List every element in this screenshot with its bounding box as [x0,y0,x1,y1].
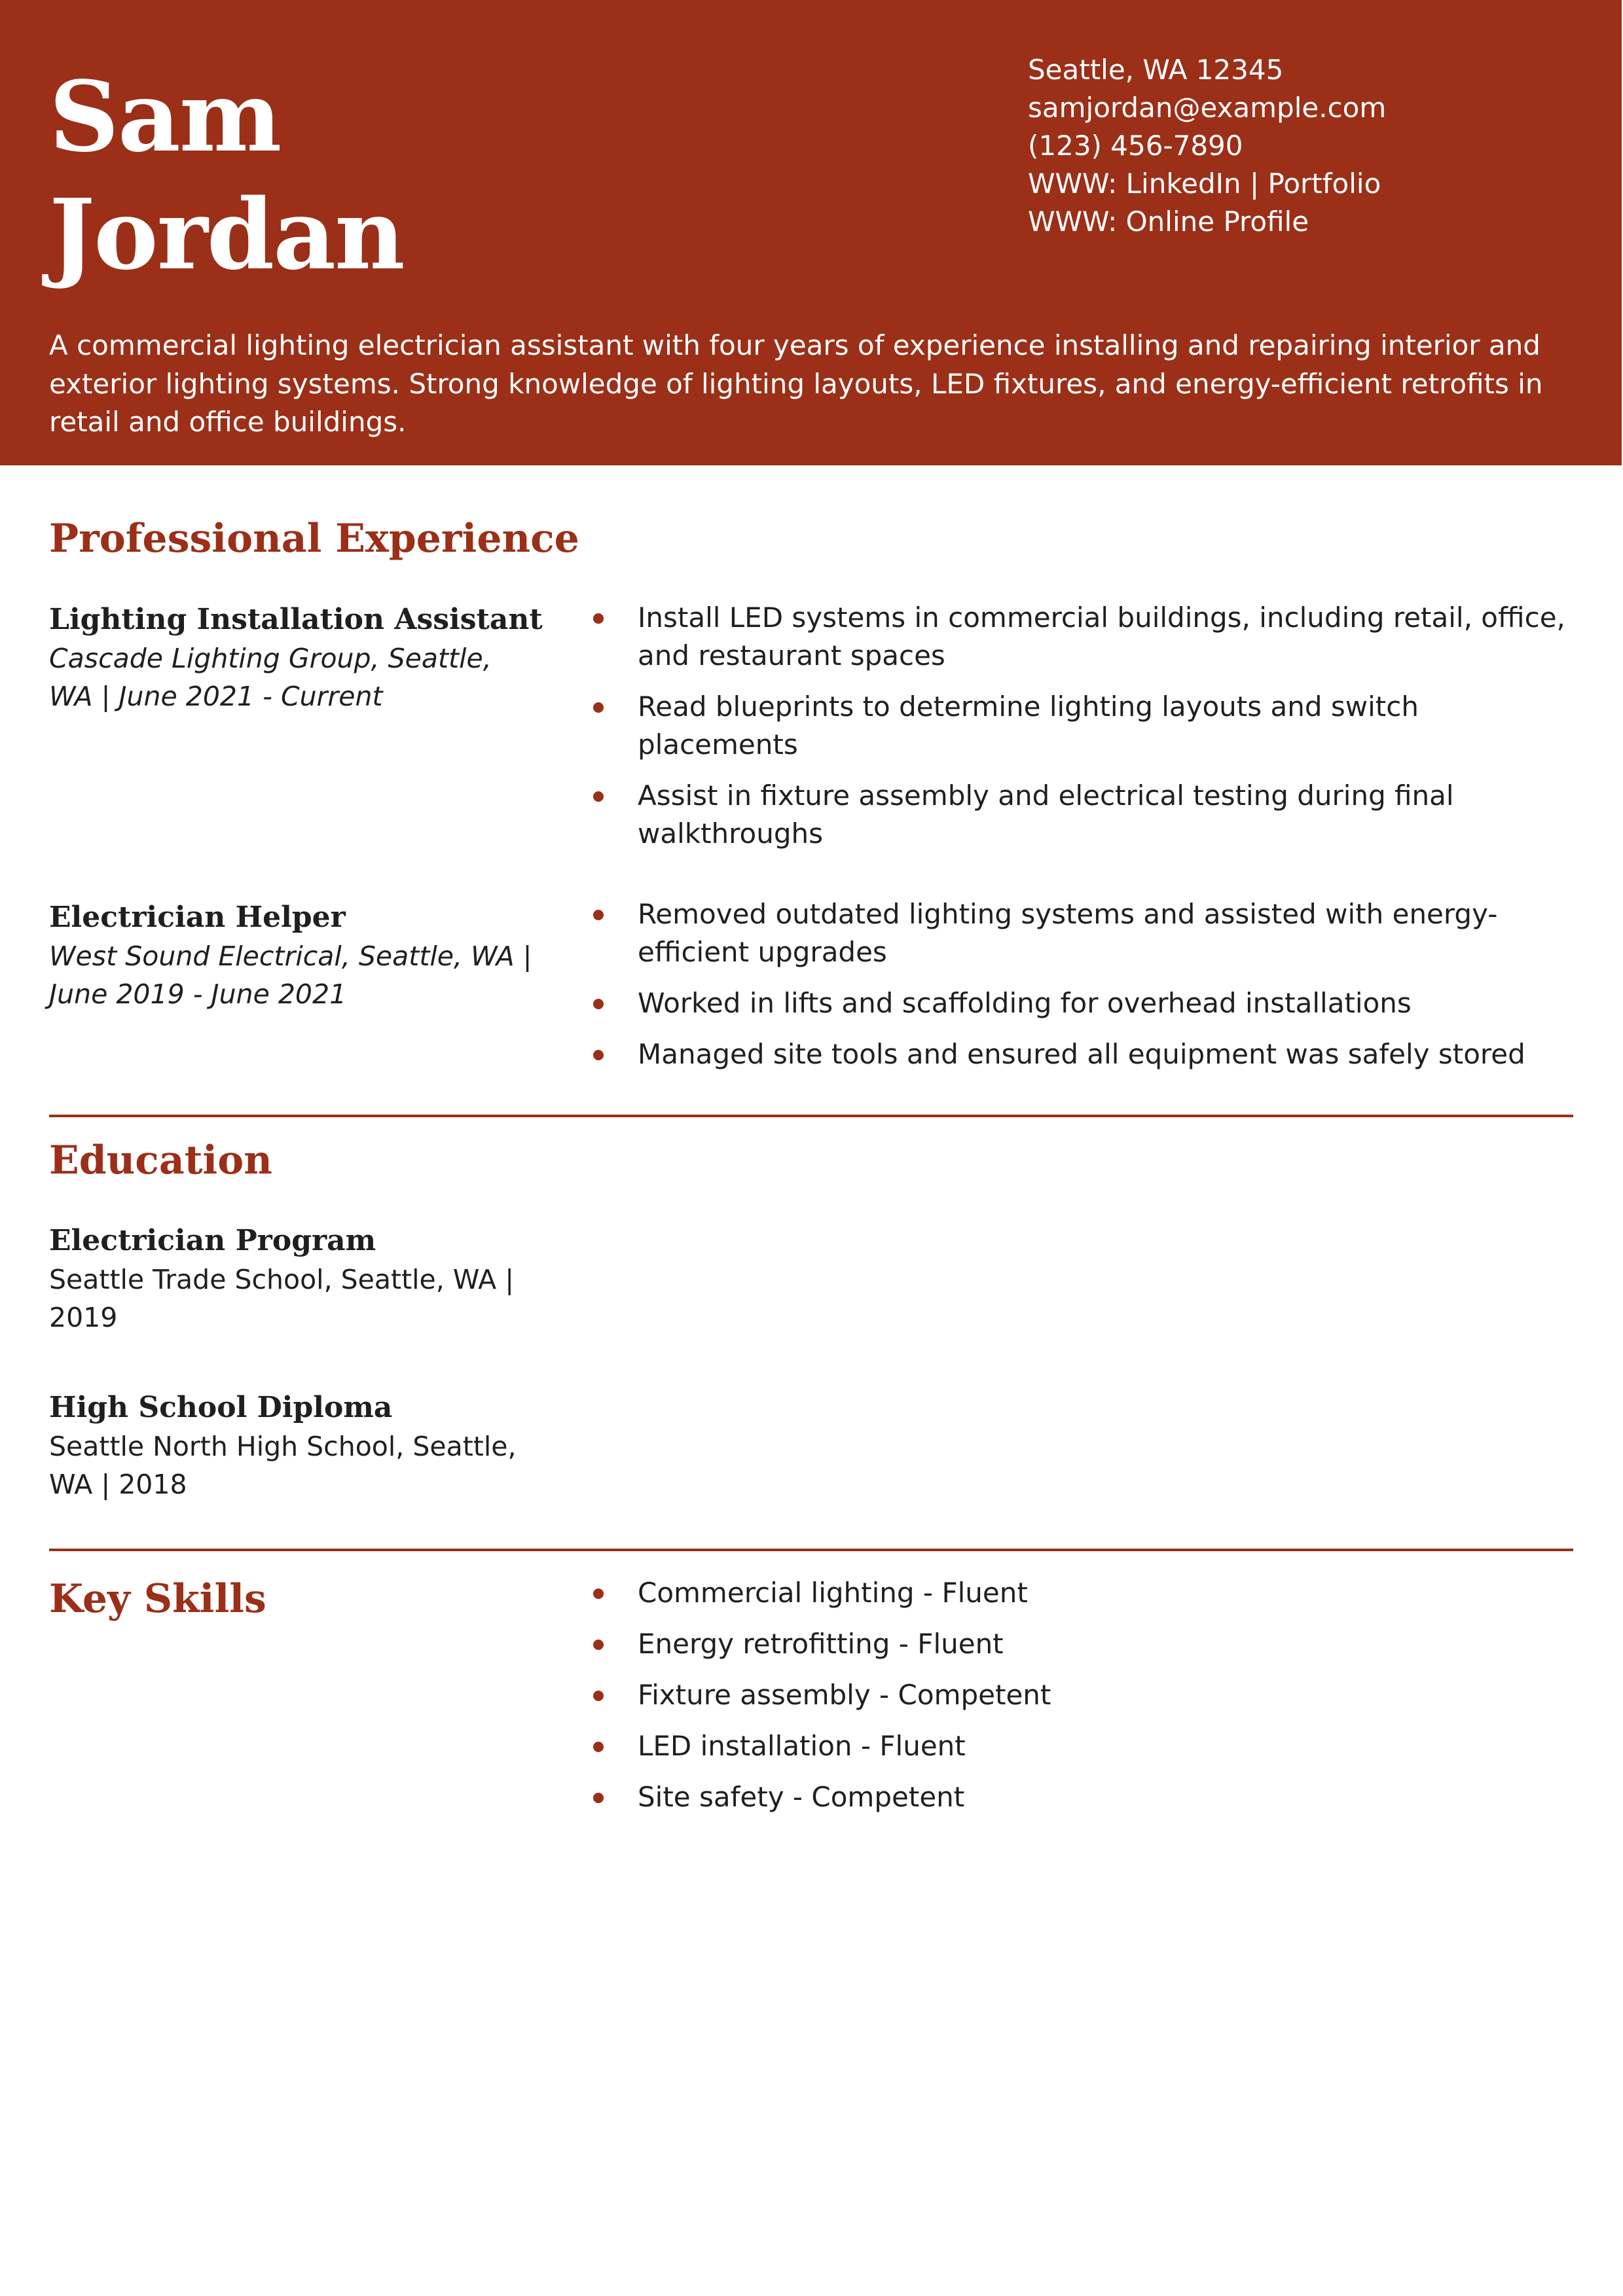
list-item: Commercial lighting - Fluent [589,1574,1578,1612]
list-item: Site safety - Competent [589,1778,1578,1816]
job-entry [49,898,547,1013]
skills-heading: Key Skills [49,1576,266,1622]
bullet-dot-icon [593,1640,604,1650]
contact-email: samjordan@example.com [1028,92,1387,124]
job-meta: West Sound Electrical, Seattle, WA | June 2019 - June 2021 [49,941,532,1010]
job-bullets [589,895,1578,1086]
contact-links: WWW: LinkedIn | Portfolio [1028,168,1381,200]
contact-online-profile: WWW: Online Profile [1028,206,1309,238]
first-name: Sam [49,60,281,173]
education-heading: Education [49,1138,272,1183]
school-meta: Seattle Trade School, Seattle, WA | 2019 [49,1264,515,1333]
bullet-dot-icon [593,613,604,624]
job-title: Lighting Installation Assistant [49,603,543,636]
job-entry [49,600,547,715]
bullet-dot-icon [593,999,604,1009]
professional-summary: A commercial lighting electrician assistant with four years of experience installing and repairing interior and exterior lighting systems. Strong knowledge of lighting layouts, LED fixtures, and energy-efficient retrofits in retail and office buildings. [49,329,1543,438]
degree-title: High School Diploma [49,1391,393,1424]
list-item: Managed site tools and ensured all equipment was safely stored [589,1035,1578,1073]
contact-list [1028,51,1386,241]
list-item: Assist in fixture assembly and electrical testing during final walkthroughs [589,777,1578,853]
education-entry [49,1388,547,1503]
skills-list [589,1574,1578,1829]
bullet-dot-icon [593,1793,604,1803]
last-name: Jordan [49,177,404,291]
job-title: Electrician Helper [49,901,346,934]
bullet-dot-icon [593,1588,604,1599]
resume-header [0,0,1622,465]
job-bullets [589,599,1578,866]
bullet-dot-icon [593,791,604,802]
contact-address: Seattle, WA 12345 [1028,54,1284,86]
section-divider [49,1549,1573,1551]
experience-heading: Professional Experience [49,516,579,562]
contact-phone: (123) 456-7890 [1028,130,1243,162]
education-entry [49,1221,547,1336]
bullet-dot-icon [593,1050,604,1060]
list-item: Removed outdated lighting systems and assisted with energy-efficient upgrades [589,895,1578,971]
bullet-dot-icon [593,1742,604,1752]
school-meta: Seattle North High School, Seattle, WA | 2018 [49,1431,517,1500]
list-item: Fixture assembly - Competent [589,1676,1578,1714]
job-meta: Cascade Lighting Group, Seattle, WA | June 2021 - Current [49,643,492,712]
list-item: LED installation - Fluent [589,1727,1578,1765]
bullet-dot-icon [593,910,604,920]
list-item: Worked in lifts and scaffolding for overhead installations [589,984,1578,1022]
section-divider [49,1115,1573,1117]
bullet-dot-icon [593,702,604,713]
list-item: Read blueprints to determine lighting layouts and switch placements [589,688,1578,764]
list-item: Energy retrofitting - Fluent [589,1625,1578,1663]
bullet-dot-icon [593,1691,604,1701]
candidate-name [49,58,404,293]
degree-title: Electrician Program [49,1224,376,1257]
list-item: Install LED systems in commercial buildings, including retail, office, and restaurant spaces [589,599,1578,675]
